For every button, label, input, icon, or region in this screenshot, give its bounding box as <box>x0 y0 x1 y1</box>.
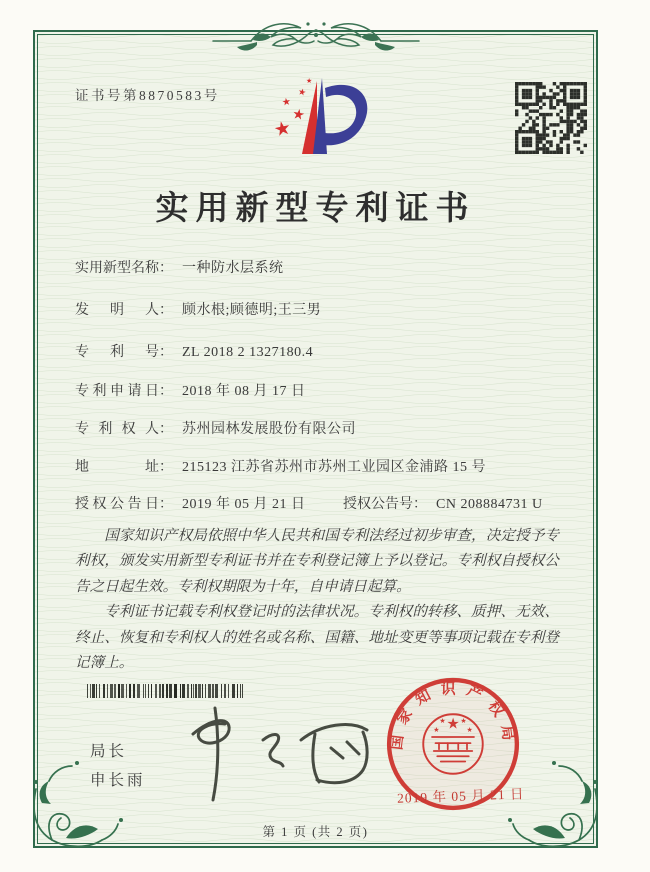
seal-date: 2019 年 05 月 21 日 <box>396 786 525 806</box>
field-row-inventors <box>75 299 321 319</box>
cnipa-logo <box>268 76 374 158</box>
field-value: 215123 江苏省苏州市苏州工业园区金浦路 15 号 <box>182 460 486 475</box>
qr-code <box>515 82 587 154</box>
legal-paragraph-2: 专利证书记载专利权登记时的法律状况。专利权的转移、质押、无效、终止、恢复和专利权人的姓名或名称、国籍、地址变更等事项记载在专利登记簿上。 <box>75 604 559 671</box>
field-value: 2018 年 08 月 17 日 <box>182 384 306 399</box>
certificate-number: 证书号第8870583号 <box>75 88 220 103</box>
cnipa-logo-mark <box>268 76 374 158</box>
field-label: 实用新型名称 <box>75 261 159 276</box>
field-colon: ： <box>159 497 173 512</box>
svg-text:★: ★ <box>433 725 440 734</box>
star-icon: ★ <box>290 107 306 124</box>
field-colon: ： <box>159 384 173 399</box>
star-icon: ★ <box>281 96 292 109</box>
field-value: 苏州园林发展股份有限公司 <box>182 422 356 437</box>
field-value: ZL 2018 2 1327180.4 <box>182 345 314 360</box>
field-row-address <box>75 456 486 476</box>
signer-position: 局长 <box>90 743 128 760</box>
field-colon: ： <box>413 497 427 512</box>
field-label: 专利申请日 <box>75 384 159 399</box>
grant-date-pair <box>75 497 306 512</box>
certificate-title: 实用新型专利证书 <box>155 191 476 227</box>
field-row-patentee <box>75 418 356 438</box>
seal-agency-text: 国家知识产权局 <box>389 681 517 751</box>
star-icon: ★ <box>306 77 313 85</box>
bottom-right-flourish <box>497 751 609 863</box>
svg-text:★: ★ <box>439 717 446 725</box>
svg-text:★: ★ <box>460 717 467 725</box>
field-label: 授权公告号 <box>343 497 413 512</box>
field-colon: ： <box>159 261 173 276</box>
field-row-grant-date-and-number <box>75 493 543 513</box>
field-label: 地址 <box>75 460 159 475</box>
field-row-filing-date <box>75 380 306 400</box>
grant-number-pair <box>343 497 543 512</box>
field-label: 专利权人 <box>75 422 159 437</box>
field-label: 授权公告日 <box>75 497 159 512</box>
logo-blue-bowl <box>324 85 367 145</box>
field-colon: ： <box>159 345 173 360</box>
legal-paragraph-1: 国家知识产权局依照中华人民共和国专利法经过初步审查，决定授予专利权，颁发实用新型专利证书并在专利登记簿上予以登记。专利权自授权公告之日起生效。专利权期限为十年，自申请日起算。 <box>75 528 559 595</box>
field-row-utility-model-name <box>75 257 284 277</box>
star-icon: ★ <box>272 117 294 142</box>
director-signature <box>175 700 375 810</box>
legal-text <box>75 524 559 676</box>
svg-text:★: ★ <box>446 716 460 733</box>
certificate-sheet <box>33 30 598 848</box>
svg-text:★: ★ <box>466 725 473 734</box>
field-value: 顾水根;顾德明;王三男 <box>182 303 322 318</box>
bottom-left-flourish <box>22 751 134 863</box>
field-value: 一种防水层系统 <box>182 261 284 276</box>
field-value: CN 208884731 U <box>436 497 543 512</box>
field-value: 2019 年 05 月 21 日 <box>182 497 306 512</box>
field-colon: ： <box>159 460 173 475</box>
page-footer: 第 1 页 (共 2 页) <box>262 825 369 839</box>
field-label: 发明人 <box>75 303 159 318</box>
field-colon: ： <box>159 422 173 437</box>
field-colon: ： <box>159 303 173 318</box>
barcode <box>87 684 245 698</box>
field-label: 专利号 <box>75 345 159 360</box>
top-flourish-ornament <box>211 11 421 57</box>
signer-name: 申长雨 <box>90 771 146 789</box>
field-row-patent-number <box>75 341 313 361</box>
star-icon: ★ <box>297 86 308 98</box>
